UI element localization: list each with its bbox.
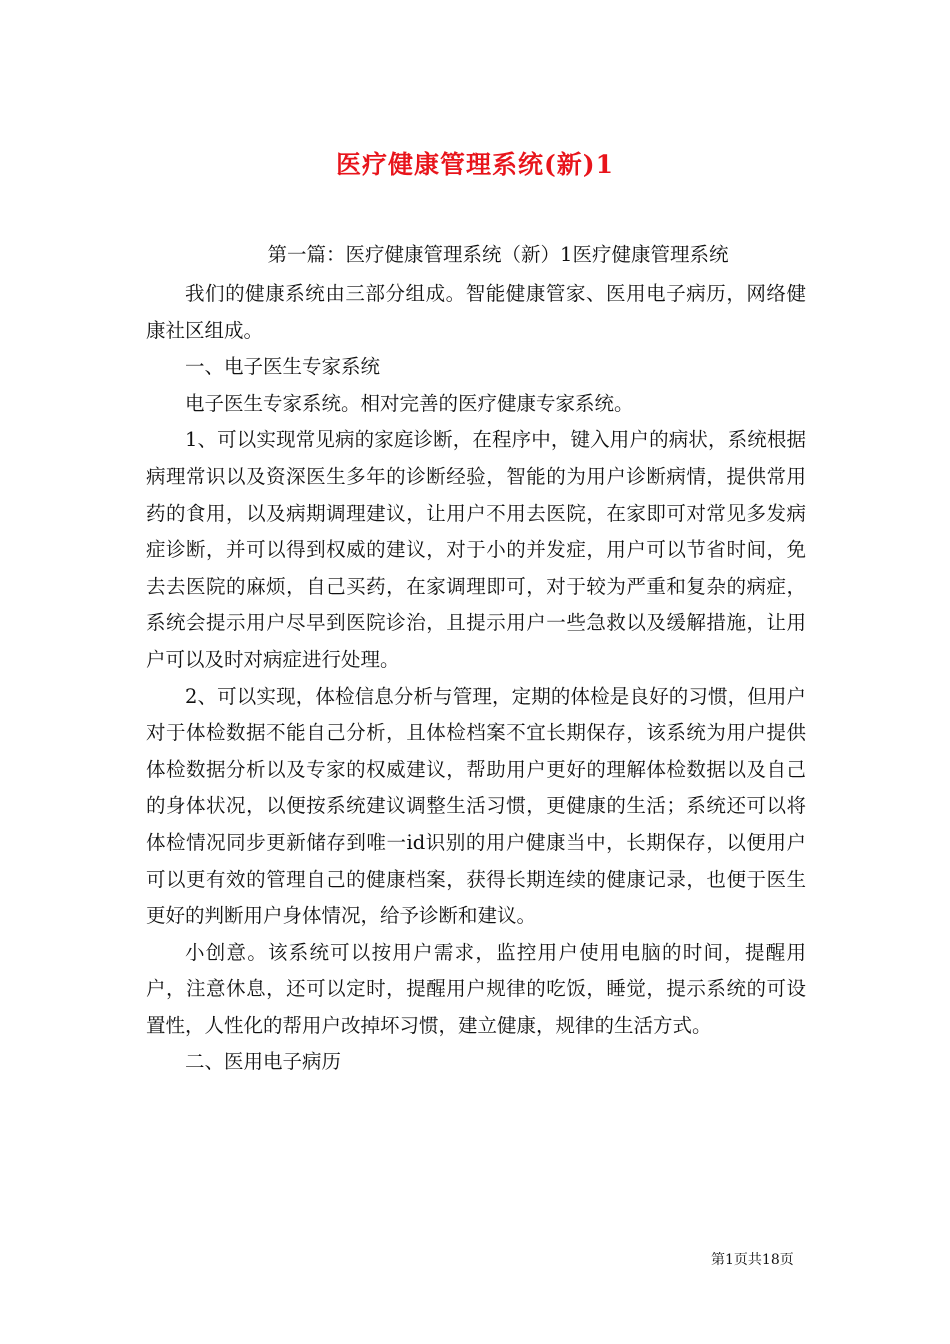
paragraph-item-1: 1、可以实现常见病的家庭诊断，在程序中，键入用户的病状，系统根据病理常识以及资深医生多年的诊断经验，智能的为用户诊断病情，提供常用药的食用，以及病期调理建议，让用户不用去医院，在家即可对常见多发病症诊断，并可以得到权威的建议，对于小的并发症，用户可以节省时间，免去去医院的麻烦，自己买药，在家调理即可，对于较为严重和复杂的病症，系统会提示用户尽早到医院诊治，且提示用户一些急救以及缓解措施，让用户可以及时对病症进行处理。 — [146, 428, 806, 671]
document-title: 医疗健康管理系统(新)1 — [335, 149, 615, 179]
document-subtitle: 第一篇：医疗健康管理系统（新）1医疗健康管理系统 — [267, 243, 729, 266]
section-heading-2: 二、医用电子病历 — [185, 1050, 342, 1074]
paragraph-expert-system: 电子医生专家系统。相对完善的医疗健康专家系统。 — [185, 391, 634, 415]
document-body — [146, 276, 806, 1081]
paragraph-small-idea: 小创意。该系统可以按用户需求，监控用户使用电脑的时间，提醒用户，注意休息，还可以定时，提醒用户规律的吃饭，睡觉，提示系统的可设置性，人性化的帮用户改掉坏习惯，建立健康，规律的生活方式。 — [146, 940, 806, 1037]
section-heading-1: 一、电子医生专家系统 — [185, 355, 381, 379]
paragraph-intro: 我们的健康系统由三部分组成。智能健康管家、医用电子病历，网络健康社区组成。 — [146, 282, 806, 342]
page-number: 第1页共18页 — [711, 1252, 794, 1268]
paragraph-item-2: 2、可以实现，体检信息分析与管理，定期的体检是良好的习惯，但用户对于体检数据不能自己分析，且体检档案不宜长期保存，该系统为用户提供体检数据分析以及专家的权威建议，帮助用户更好的理解体检数据以及自己的身体状况，以便按系统建议调整生活习惯，更健康的生活；系统还可以将体检情况同步更新储存到唯一id识别的用户健康当中，长期保存，以便用户可以更有效的管理自己的健康档案，获得长期连续的健康记录，也便于医生更好的判断用户身体情况，给予诊断和建议。 — [146, 684, 806, 928]
